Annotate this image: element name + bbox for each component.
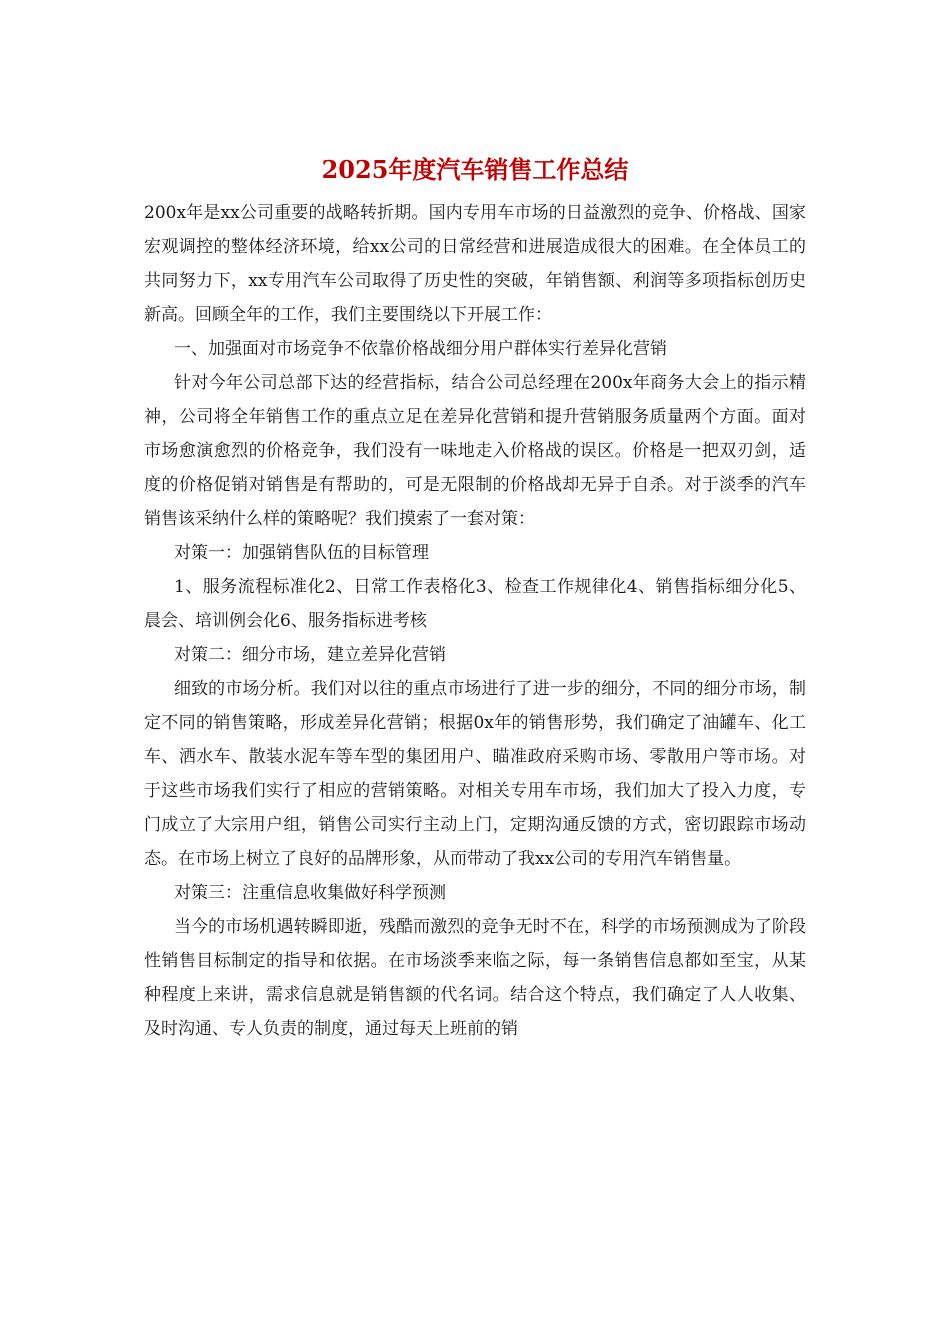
strategy-heading-3: 对策三：注重信息收集做好科学预测 <box>174 883 446 903</box>
paragraph-strategy-3: 当今的市场机遇转瞬即逝，残酷而激烈的竞争无时不在，科学的市场预测成为了阶段性销售目标制定的指导和依据。在市场淡季来临之际，每一条销售信息都如至宝，从某种程度上来讲，需求信息就是销售额的代名词。结合这个特点，我们确定了人人收集、及时沟通、专人负责的制度，通过每天上班前的销 <box>144 917 806 1039</box>
strategy-heading-2: 对策二：细分市场，建立差异化营销 <box>174 645 446 665</box>
document-title: 2025年度汽车销售工作总结 <box>321 155 629 184</box>
section-heading-1: 一、加强面对市场竞争不依靠价格战细分用户群体实行差异化营销 <box>174 339 667 359</box>
paragraph-strategy-2: 细致的市场分析。我们对以往的重点市场进行了进一步的细分，不同的细分市场，制定不同的销售策略，形成差异化营销；根据0x年的销售形势，我们确定了油罐车、化工车、洒水车、散装水泥车等车型的集团用户、瞄准政府采购市场、零散用户等市场。对于这些市场我们实行了相应的营销策略。对相关专用车市场，我们加大了投入力度，专门成立了大宗用户组，销售公司实行主动上门，定期沟通反馈的方式，密切跟踪市场动态。在市场上树立了良好的品牌形象，从而带动了我xx公司的专用汽车销售量。 <box>144 679 806 869</box>
paragraph-section-1: 针对今年公司总部下达的经营指标，结合公司总经理在200x年商务大会上的指示精神，公司将全年销售工作的重点立足在差异化营销和提升营销服务质量两个方面。面对市场愈演愈烈的价格竞争，我们没有一味地走入价格战的误区。价格是一把双刃剑，适度的价格促销对销售是有帮助的，可是无限制的价格战却无异于自杀。对于淡季的汽车销售该采纳什么样的策略呢？我们摸索了一套对策： <box>144 373 806 529</box>
paragraph-intro: 200x年是xx公司重要的战略转折期。国内专用车市场的日益激烈的竞争、价格战、国家宏观调控的整体经济环境，给xx公司的日常经营和进展造成很大的困难。在全体员工的共同努力下，xx专用汽车公司取得了历史性的突破，年销售额、利润等多项指标创历史新高。回顾全年的工作，我们主要围绕以下开展工作： <box>144 203 806 325</box>
paragraph-strategy-1: 1、服务流程标准化2、日常工作表格化3、检查工作规律化4、销售指标细分化5、晨会、培训例会化6、服务指标进考核 <box>144 577 806 631</box>
document-body <box>144 196 806 1046</box>
strategy-heading-1: 对策一：加强销售队伍的目标管理 <box>174 543 429 563</box>
